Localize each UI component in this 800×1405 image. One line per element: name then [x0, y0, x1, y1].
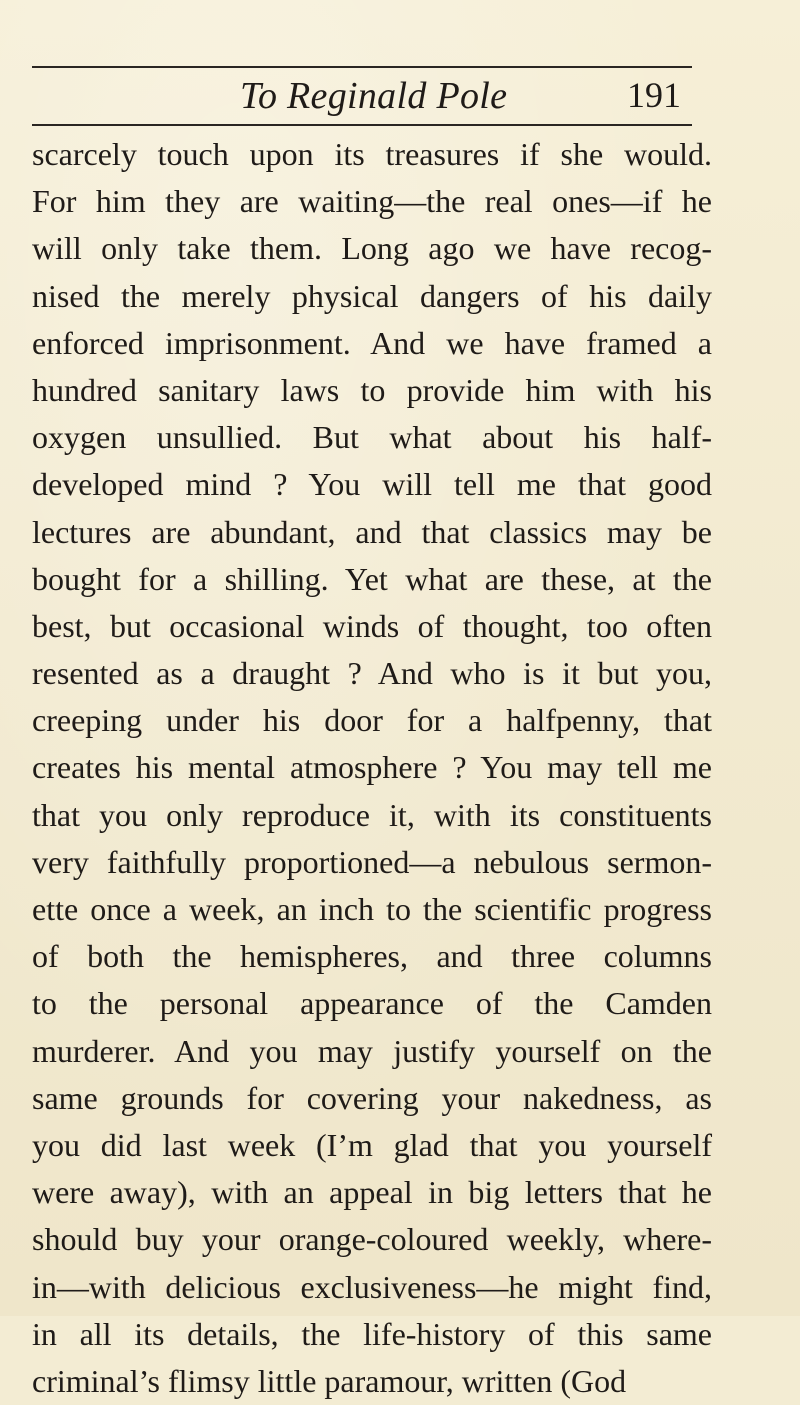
text-line: of both the hemispheres, and three columns — [32, 938, 712, 975]
text-line: murderer. And you may justify yourself on the — [32, 1032, 712, 1069]
text-line: to the personal appearance of the Camden — [32, 985, 712, 1022]
text-line: will only take them. Long ago we have recog- — [32, 230, 712, 267]
text-line: hundred sanitary laws to provide him with his — [32, 371, 712, 408]
text-line: you did last week (I’m glad that you yourself — [32, 1126, 712, 1163]
text-line: oxygen unsullied. But what about his half- — [32, 419, 712, 456]
page-number: 191 — [627, 75, 681, 115]
text-line: scarcely touch upon its treasures if she would. — [32, 136, 712, 172]
text-line: developed mind ? You will tell me that good — [32, 466, 712, 503]
text-line: ette once a week, an inch to the scientific progress — [32, 891, 712, 927]
text-line: best, but occasional winds of thought, too often — [32, 607, 712, 644]
text-line: resented as a draught ? And who is it but you, — [32, 655, 712, 692]
header-rule-bottom — [32, 124, 692, 126]
text-line: criminal’s flimsy little paramour, written (God — [32, 1362, 627, 1399]
text-line: very faithfully proportioned—a nebulous sermon- — [32, 843, 712, 880]
text-line: should buy your orange-coloured weekly, where- — [32, 1221, 712, 1258]
text-line: nised the merely physical dangers of his daily — [32, 277, 712, 314]
text-line: creeping under his door for a halfpenny, that — [32, 702, 712, 739]
body-text — [32, 131, 712, 1405]
text-line: same grounds for covering your nakedness, as — [32, 1079, 712, 1116]
text-line: in—with delicious exclusiveness—he might find, — [32, 1268, 712, 1305]
text-line: enforced imprisonment. And we have framed a — [32, 324, 712, 361]
text-line: For him they are waiting—the real ones—if he — [32, 183, 712, 220]
text-line: in all its details, the life-history of this same — [32, 1315, 712, 1352]
running-head-title: To Reginald Pole — [240, 75, 508, 117]
text-line: bought for a shilling. Yet what are these, at the — [32, 560, 712, 597]
text-line: creates his mental atmosphere ? You may tell me — [32, 749, 712, 786]
text-line: were away), with an appeal in big letters that he — [32, 1174, 712, 1211]
text-line: lectures are abundant, and that classics may be — [32, 513, 712, 550]
text-line: that you only reproduce it, with its constituents — [32, 796, 712, 833]
header-rule-top — [32, 66, 692, 68]
